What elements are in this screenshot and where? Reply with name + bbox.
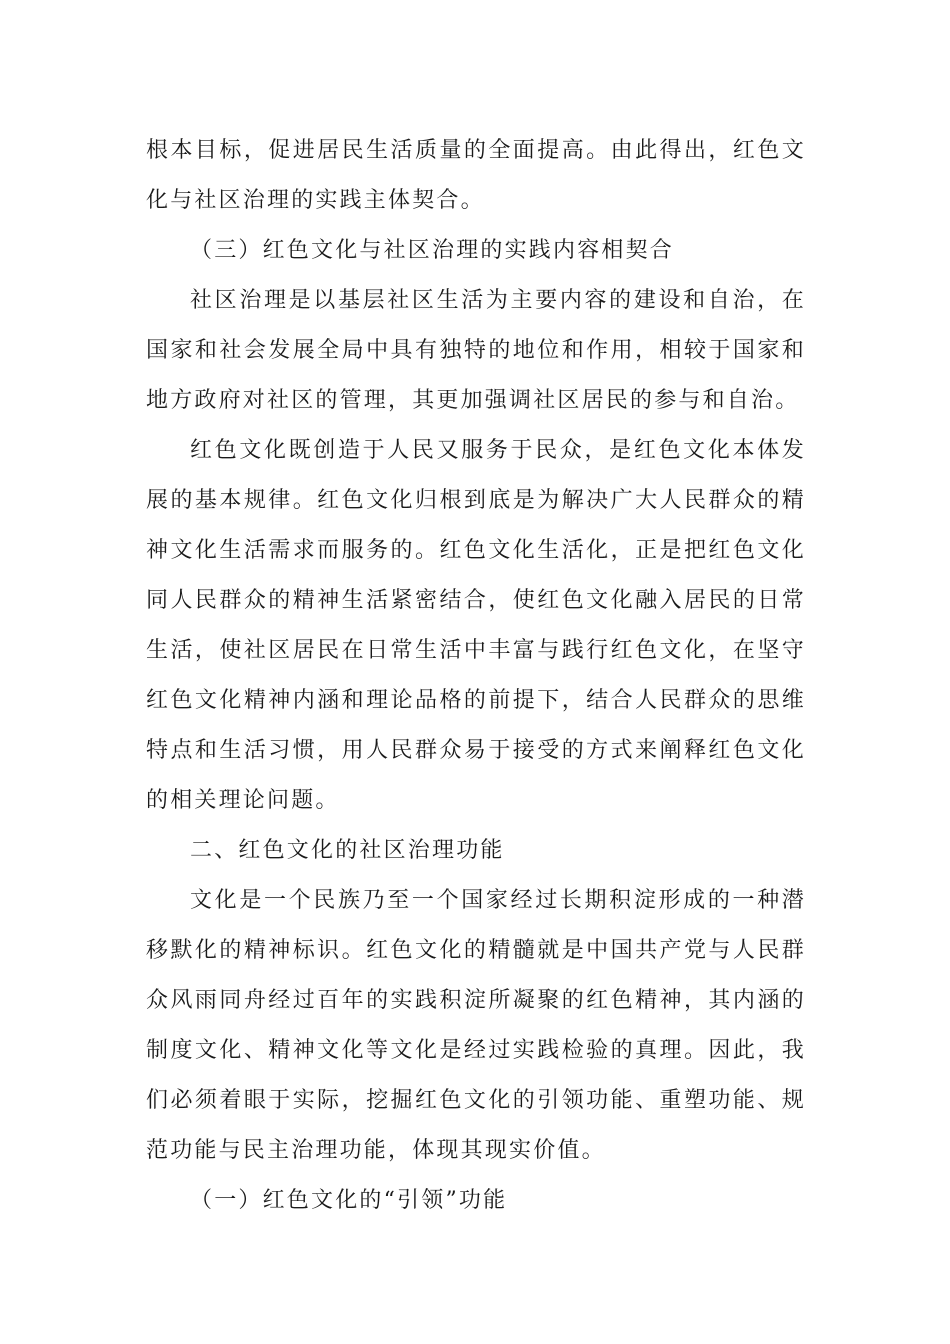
paragraph-red-culture-life: 红色文化既创造于人民又服务于民众，是红色文化本体发展的基本规律。红色文化归根到底是为解决广大人民群众的精神文化生活需求而服务的。红色文化生活化，正是把红色文化同人民群众的精神生活紧密结合，使红色文化融入居民的日常生活，使社区居民在日常生活中丰富与践行红色文化，在坚守红色文化精神内涵和理论品格的前提下，结合人民群众的思维特点和生活习惯，用人民群众易于接受的方式来阐释红色文化的相关理论问题。 <box>146 438 806 813</box>
section-heading-3: （三）红色文化与社区治理的实践内容相契合 <box>190 238 675 263</box>
section-heading-1: （一）红色文化的“引领”功能 <box>190 1188 508 1213</box>
section-heading-2: 二、红色文化的社区治理功能 <box>190 838 505 863</box>
paragraph-continuation: 根本目标，促进居民生活质量的全面提高。由此得出，红色文化与社区治理的实践主体契合。 <box>146 138 806 213</box>
document-body <box>146 126 806 1226</box>
paragraph-community-governance: 社区治理是以基层社区生活为主要内容的建设和自治，在国家和社会发展全局中具有独特的地位和作用，相较于国家和地方政府对社区的管理，其更加强调社区居民的参与和自治。 <box>146 288 806 413</box>
paragraph-culture-definition: 文化是一个民族乃至一个国家经过长期积淀形成的一种潜移默化的精神标识。红色文化的精髓就是中国共产党与人民群众风雨同舟经过百年的实践积淀所凝聚的红色精神，其内涵的制度文化、精神文化等文化是经过实践检验的真理。因此，我们必须着眼于实际，挖掘红色文化的引领功能、重塑功能、规范功能与民主治理功能，体现其现实价值。 <box>146 888 806 1163</box>
